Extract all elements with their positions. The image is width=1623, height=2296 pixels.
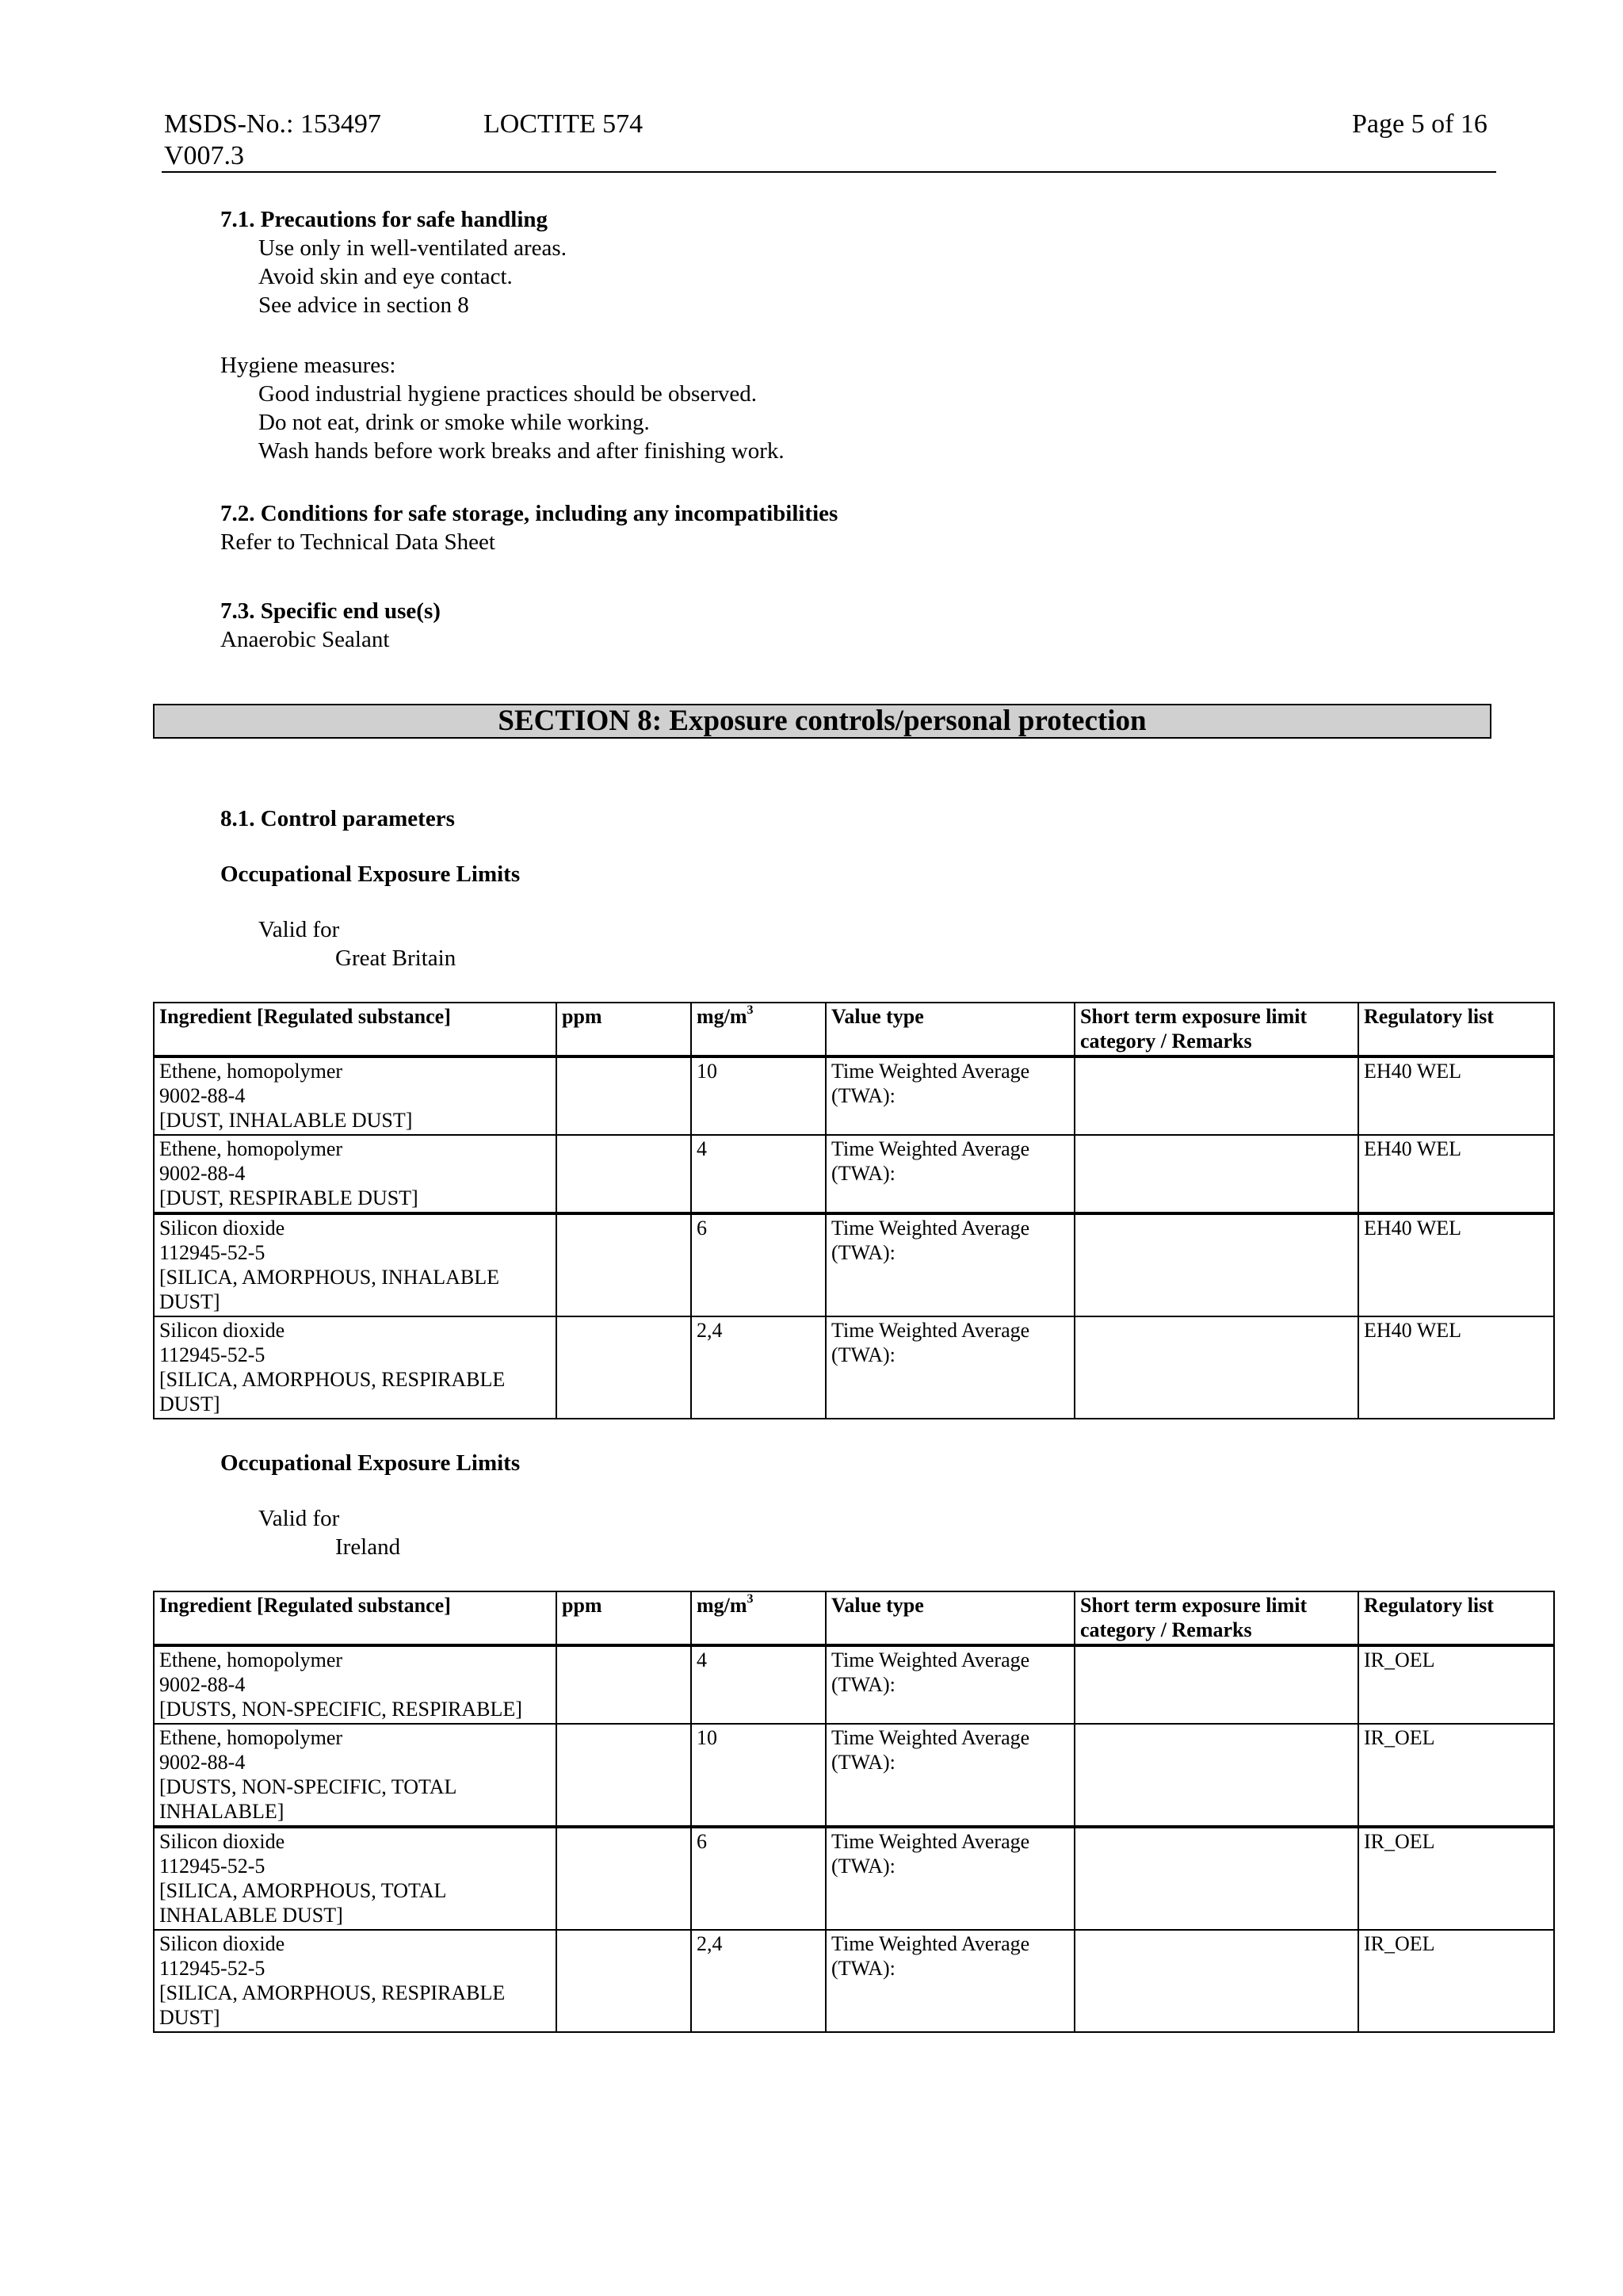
- hygiene-line: Wash hands before work breaks and after finishing work.: [258, 438, 785, 464]
- ingredient-cell: Ethene, homopolymer 9002-88-4 [DUSTS, NON-SPECIFIC, TOTAL INHALABLE]: [154, 1724, 556, 1827]
- value-type-cell: Time Weighted Average (TWA):: [826, 1930, 1075, 2032]
- ppm-cell: [556, 1827, 691, 1930]
- remarks-cell: [1075, 1213, 1358, 1316]
- country-label: Great Britain: [335, 946, 456, 971]
- col-ingredient: Ingredient [Regulated substance]: [154, 1003, 556, 1056]
- table-row: [154, 1724, 1554, 1827]
- remarks-cell: [1075, 1724, 1358, 1827]
- section-7-2-title: 7.2. Conditions for safe storage, including any incompatibilities: [220, 501, 838, 526]
- hygiene-line: Do not eat, drink or smoke while working.: [258, 410, 650, 435]
- handling-line: See advice in section 8: [258, 292, 469, 318]
- ppm-cell: [556, 1930, 691, 2032]
- country-label: Ireland: [335, 1534, 401, 1560]
- value-type-cell: Time Weighted Average (TWA):: [826, 1135, 1075, 1213]
- oel-table-ireland: [153, 1591, 1555, 2033]
- section-7-1-title: 7.1. Precautions for safe handling: [220, 207, 548, 232]
- col-short-term: Short term exposure limit category / Remarks: [1075, 1591, 1358, 1645]
- valid-for-label: Valid for: [258, 1506, 340, 1531]
- col-ppm: ppm: [556, 1591, 691, 1645]
- oel-gb-title: Occupational Exposure Limits: [220, 861, 521, 887]
- mgm3-cell: 2,4: [691, 1930, 826, 2032]
- ppm-cell: [556, 1135, 691, 1213]
- section-7-1: [220, 205, 567, 319]
- ppm-cell: [556, 1645, 691, 1724]
- hygiene-line: Good industrial hygiene practices should be observed.: [258, 381, 757, 407]
- mgm3-cell: 6: [691, 1213, 826, 1316]
- remarks-cell: [1075, 1827, 1358, 1930]
- valid-for-label: Valid for: [258, 917, 340, 942]
- col-value-type: Value type: [826, 1003, 1075, 1056]
- msds-number: MSDS-No.: 153497: [164, 109, 381, 139]
- page-number: Page 5 of 16: [1352, 109, 1487, 139]
- oel-gb-valid-for: [220, 915, 456, 972]
- section-8-heading: SECTION 8: Exposure controls/personal protection: [153, 704, 1491, 739]
- oel-table-great-britain: [153, 1002, 1555, 1419]
- col-mgm3: $mg/m^3$: [691, 1591, 826, 1645]
- section-7-3-title: 7.3. Specific end use(s): [220, 598, 441, 624]
- ingredient-cell: Ethene, homopolymer 9002-88-4 [DUST, INHALABLE DUST]: [154, 1056, 556, 1135]
- remarks-cell: [1075, 1135, 1358, 1213]
- col-ingredient: Ingredient [Regulated substance]: [154, 1591, 556, 1645]
- remarks-cell: [1075, 1930, 1358, 2032]
- ppm-cell: [556, 1724, 691, 1827]
- table-row: [154, 1827, 1554, 1930]
- table-header-row: [154, 1591, 1554, 1645]
- mgm3-cell: 6: [691, 1827, 826, 1930]
- ingredient-cell: Silicon dioxide 112945-52-5 [SILICA, AMORPHOUS, RESPIRABLE DUST]: [154, 1930, 556, 2032]
- product-name: LOCTITE 574: [483, 109, 643, 139]
- section-8-1-title: 8.1. Control parameters: [220, 806, 455, 831]
- col-short-term: Short term exposure limit category / Remarks: [1075, 1003, 1358, 1056]
- ingredient-cell: Silicon dioxide 112945-52-5 [SILICA, AMORPHOUS, RESPIRABLE DUST]: [154, 1316, 556, 1419]
- col-mgm3: $mg/m^3$: [691, 1003, 826, 1056]
- regulatory-list-cell: EH40 WEL: [1358, 1316, 1554, 1419]
- col-value-type: Value type: [826, 1591, 1075, 1645]
- value-type-cell: Time Weighted Average (TWA):: [826, 1316, 1075, 1419]
- ingredient-cell: Silicon dioxide 112945-52-5 [SILICA, AMORPHOUS, INHALABLE DUST]: [154, 1213, 556, 1316]
- value-type-cell: Time Weighted Average (TWA):: [826, 1213, 1075, 1316]
- mgm3-cell: 10: [691, 1724, 826, 1827]
- mgm3-cell: 2,4: [691, 1316, 826, 1419]
- section-7-2-text: Refer to Technical Data Sheet: [220, 529, 495, 555]
- ppm-cell: [556, 1213, 691, 1316]
- hygiene-measures: [220, 351, 785, 465]
- remarks-cell: [1075, 1316, 1358, 1419]
- regulatory-list-cell: IR_OEL: [1358, 1645, 1554, 1724]
- ingredient-cell: Ethene, homopolymer 9002-88-4 [DUSTS, NON-SPECIFIC, RESPIRABLE]: [154, 1645, 556, 1724]
- ppm-cell: [556, 1056, 691, 1135]
- remarks-cell: [1075, 1645, 1358, 1724]
- section-7-3-text: Anaerobic Sealant: [220, 627, 390, 652]
- table-row: [154, 1316, 1554, 1419]
- regulatory-list-cell: EH40 WEL: [1358, 1056, 1554, 1135]
- ingredient-cell: Ethene, homopolymer 9002-88-4 [DUST, RESPIRABLE DUST]: [154, 1135, 556, 1213]
- oel-ie-title: Occupational Exposure Limits: [220, 1450, 521, 1476]
- header-rule: [162, 171, 1496, 173]
- regulatory-list-cell: IR_OEL: [1358, 1827, 1554, 1930]
- col-regulatory-list: Regulatory list: [1358, 1591, 1554, 1645]
- table-row: [154, 1135, 1554, 1213]
- regulatory-list-cell: EH40 WEL: [1358, 1135, 1554, 1213]
- value-type-cell: Time Weighted Average (TWA):: [826, 1827, 1075, 1930]
- value-type-cell: Time Weighted Average (TWA):: [826, 1645, 1075, 1724]
- table-row: [154, 1645, 1554, 1724]
- oel-ie-valid-for: [220, 1504, 400, 1561]
- mgm3-cell: 4: [691, 1645, 826, 1724]
- section-7-2: [220, 499, 838, 556]
- regulatory-list-cell: IR_OEL: [1358, 1930, 1554, 2032]
- ingredient-cell: Silicon dioxide 112945-52-5 [SILICA, AMORPHOUS, TOTAL INHALABLE DUST]: [154, 1827, 556, 1930]
- col-regulatory-list: Regulatory list: [1358, 1003, 1554, 1056]
- mgm3-cell: 4: [691, 1135, 826, 1213]
- ppm-cell: [556, 1316, 691, 1419]
- table-row: [154, 1056, 1554, 1135]
- regulatory-list-cell: EH40 WEL: [1358, 1213, 1554, 1316]
- version: V007.3: [164, 141, 245, 170]
- handling-line: Avoid skin and eye contact.: [258, 264, 513, 289]
- hygiene-title: Hygiene measures:: [220, 353, 396, 378]
- table-row: [154, 1930, 1554, 2032]
- table-header-row: [154, 1003, 1554, 1056]
- regulatory-list-cell: IR_OEL: [1358, 1724, 1554, 1827]
- section-7-3: [220, 597, 441, 654]
- remarks-cell: [1075, 1056, 1358, 1135]
- table-row: [154, 1213, 1554, 1316]
- col-ppm: ppm: [556, 1003, 691, 1056]
- handling-line: Use only in well-ventilated areas.: [258, 235, 567, 261]
- value-type-cell: Time Weighted Average (TWA):: [826, 1724, 1075, 1827]
- mgm3-cell: 10: [691, 1056, 826, 1135]
- value-type-cell: Time Weighted Average (TWA):: [826, 1056, 1075, 1135]
